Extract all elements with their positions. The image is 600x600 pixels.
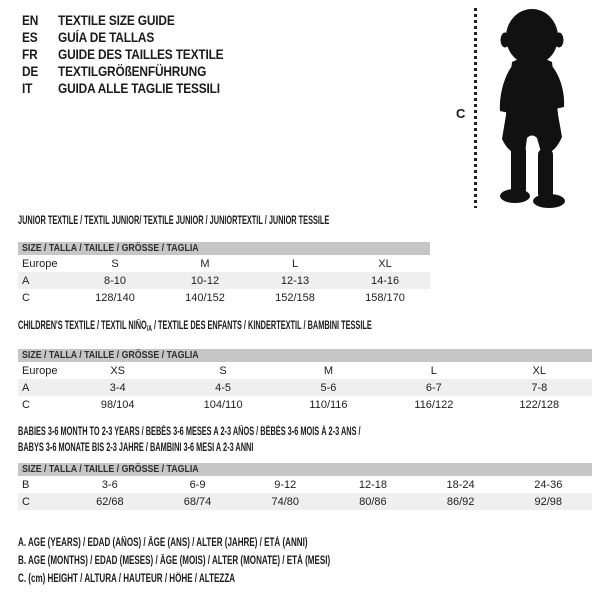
table-cell: 122/128: [519, 398, 560, 411]
table-row-age: [18, 272, 430, 289]
table-cell: 80/86: [329, 493, 417, 510]
size-header-row: [18, 463, 592, 476]
language-label: TEXTILE SIZE GUIDE: [58, 11, 175, 28]
table-cell: 18-24: [446, 478, 475, 491]
row-label: Europe: [22, 364, 58, 377]
table-cell: L: [430, 364, 437, 377]
table-cell: 6-9: [189, 478, 206, 491]
table-cell: M: [200, 257, 210, 270]
language-label: TEXTILGRÖßENFÜHRUNG: [58, 62, 207, 79]
size-header-cell: SIZE / TALLA / TAILLE / GRÖSSE / TAGLIA: [18, 463, 592, 476]
size-header-cell: SIZE / TALLA / TAILLE / GRÖSSE / TAGLIA: [18, 349, 592, 362]
measurement-legend: [18, 534, 464, 588]
table-cell: 68/74: [154, 493, 242, 510]
size-header-row: [18, 242, 430, 255]
toddler-silhouette-icon: [484, 6, 576, 211]
table-row-height: [18, 396, 592, 413]
table-cell: 12-18: [358, 478, 387, 491]
legend-line-c: C. (cm) HEIGHT / ALTURA / HAUTEUR / HÖHE / ALTEZZA: [18, 573, 236, 585]
table-cell: 92/98: [504, 493, 592, 510]
table-cell: 86/92: [417, 493, 505, 510]
babies-table-title-line2: BABYS 3-6 MONATE BIS 2-3 JAHRE / BAMBINI 3-6 MESI A 2-3 ANNI: [18, 442, 254, 454]
table-cell: 116/122: [414, 398, 454, 411]
babies-size-table: [18, 463, 592, 510]
childrens-table-title: CHILDREN'S TEXTILE / TEXTIL NIÑO/A / TEXTILE DES ENFANTS / KINDERTEXTIL / BAMBINI TESSILE: [18, 320, 372, 333]
language-row-de: [22, 62, 253, 79]
row-label: C: [22, 291, 30, 304]
junior-textile-section: [18, 215, 504, 306]
row-label: C: [18, 493, 66, 510]
size-header-cell: SIZE / TALLA / TAILLE / GRÖSSE / TAGLIA: [18, 242, 430, 255]
junior-size-table: [18, 242, 430, 306]
language-code: IT: [22, 79, 33, 96]
legend-line-a: A. AGE (YEARS) / EDAD (AÑOS) / ÂGE (ANS) / ALTER (JAHRE) / ETÀ (ANNI): [18, 537, 308, 549]
table-row-age-months: [18, 476, 592, 493]
table-cell: M: [323, 364, 334, 377]
table-cell: 62/68: [66, 493, 154, 510]
language-row-fr: [22, 45, 253, 62]
language-row-es: [22, 28, 253, 45]
language-code: DE: [22, 62, 39, 79]
table-row-europe: [18, 255, 430, 272]
table-cell: 10-12: [160, 272, 250, 289]
table-cell: 5-6: [276, 379, 381, 396]
size-header-row: [18, 349, 592, 362]
height-dotted-line: [474, 8, 477, 208]
table-cell: 152/158: [275, 291, 315, 304]
childrens-size-table: [18, 349, 592, 413]
table-cell: 8-10: [70, 272, 160, 289]
table-cell: S: [219, 364, 227, 377]
language-header: [22, 11, 253, 96]
table-cell: 104/110: [203, 398, 243, 411]
table-cell: 12-13: [250, 272, 340, 289]
language-code: ES: [22, 28, 38, 45]
table-cell: XS: [110, 364, 126, 377]
table-cell: 110/116: [309, 398, 348, 411]
language-label: GUIDE DES TAILLES TEXTILE: [58, 45, 224, 62]
table-cell: 140/152: [185, 291, 225, 304]
table-row-height: [18, 289, 430, 306]
subscript-text: /A: [146, 324, 152, 333]
table-cell: S: [111, 257, 119, 270]
language-row-it: [22, 79, 253, 96]
table-cell: 4-5: [170, 379, 275, 396]
language-code: FR: [22, 45, 38, 62]
language-row-en: [22, 11, 253, 28]
language-label: GUIDA ALLE TAGLIE TESSILI: [58, 79, 220, 96]
row-label: C: [22, 398, 30, 411]
table-cell: 3-6: [101, 478, 118, 491]
table-cell: 98/104: [100, 398, 135, 411]
table-cell: 128/140: [95, 291, 135, 304]
row-label: B: [22, 478, 30, 491]
babies-table-title-line1: BABIES 3-6 MONTH TO 2-3 YEARS / BEBÉS 3-6 MESES A 2-3 AÑOS / BÉBÉS 3-6 MOIS À 2-3 ANS /: [18, 426, 361, 438]
language-label: GUÍA DE TALLAS: [58, 28, 155, 45]
row-label: A: [18, 379, 65, 396]
table-cell: 74/80: [241, 493, 329, 510]
table-cell: 158/170: [365, 291, 405, 304]
table-cell: 24-36: [534, 478, 563, 491]
table-cell: 9-12: [274, 478, 297, 491]
legend-line-b: B. AGE (MONTHS) / EDAD (MESES) / ÂGE (MOIS) / ALTER (MONATE) / ETÀ (MESI): [18, 555, 331, 567]
table-cell: XL: [378, 257, 392, 270]
table-row-age: [18, 379, 592, 396]
row-label: Europe: [22, 257, 58, 270]
table-cell: 7-8: [487, 379, 592, 396]
row-label: A: [18, 272, 70, 289]
height-measure-label: C: [456, 106, 466, 121]
table-row-europe: [18, 362, 592, 379]
table-cell: 14-16: [340, 272, 430, 289]
babies-textile-section: [18, 424, 592, 510]
childrens-textile-section: [18, 320, 592, 413]
table-cell: 3-4: [65, 379, 170, 396]
table-cell: XL: [532, 364, 547, 377]
table-cell: 6-7: [381, 379, 486, 396]
language-code: EN: [22, 11, 39, 28]
junior-table-title: JUNIOR TEXTILE / TEXTIL JUNIOR/ TEXTILE JUNIOR / JUNIORTEXTIL / JUNIOR TESSILE: [18, 215, 330, 227]
table-cell: L: [291, 257, 299, 270]
table-row-height: [18, 493, 592, 510]
